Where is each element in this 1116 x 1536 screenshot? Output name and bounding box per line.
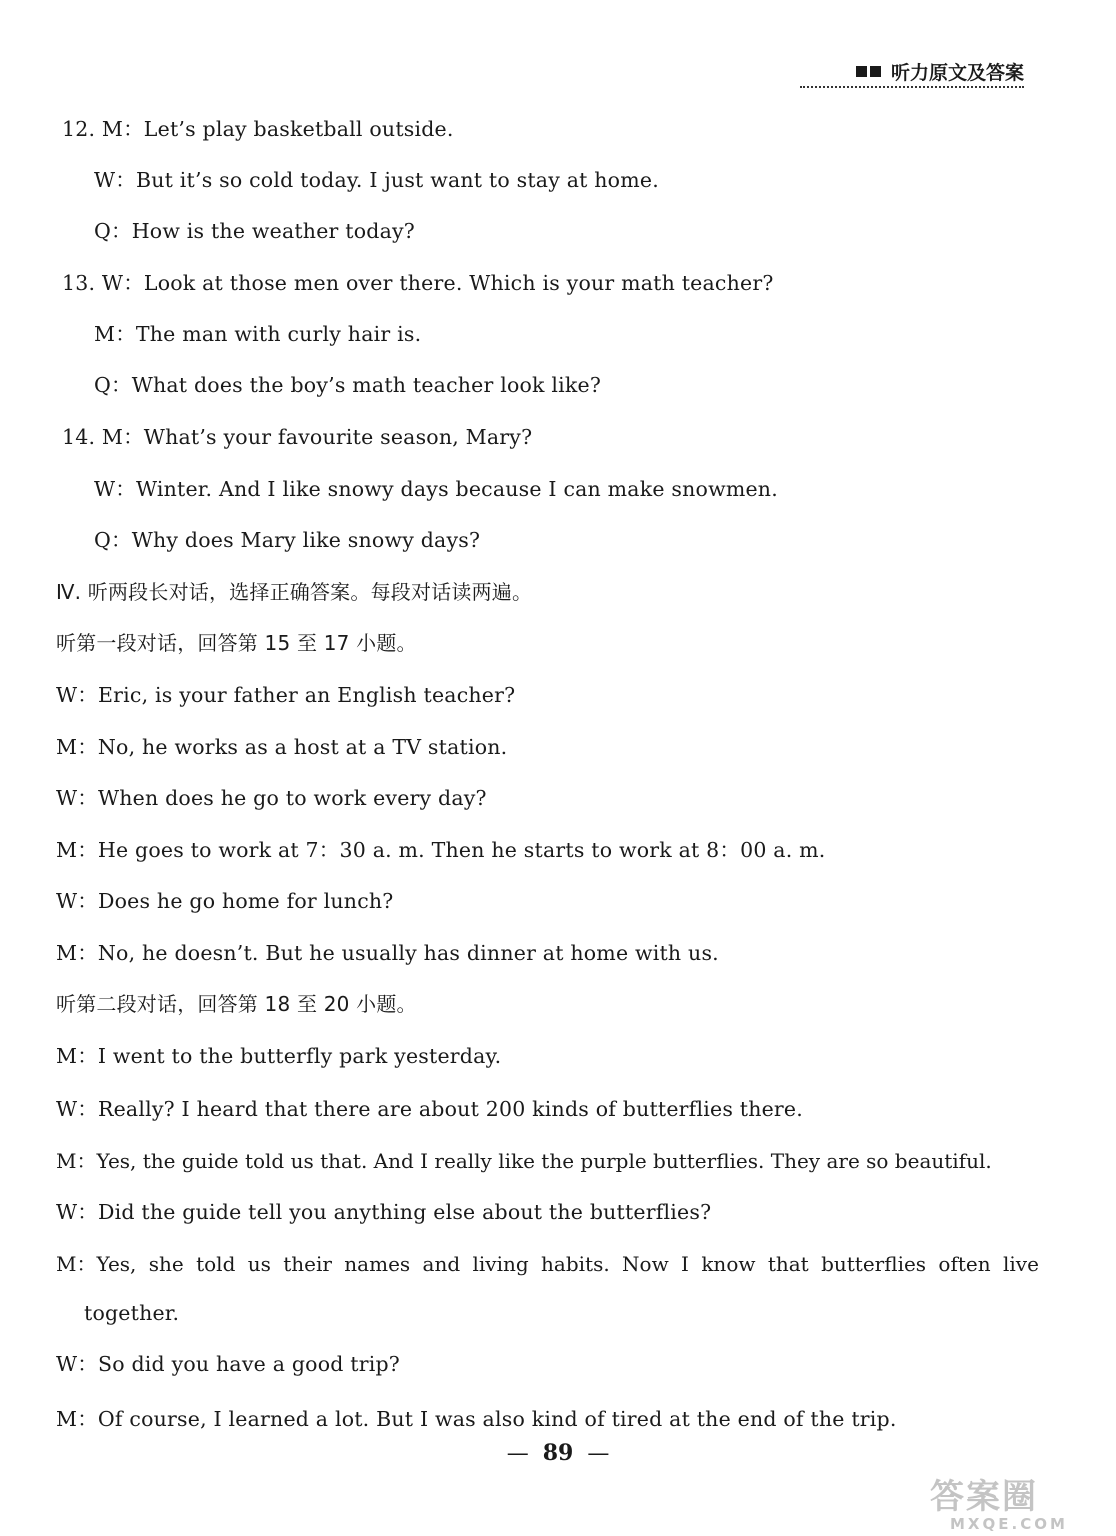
- text-line: Q：What does the boy’s math teacher look like?: [94, 373, 602, 397]
- text-line: M：The man with curly hair is.: [94, 322, 422, 346]
- dialogue-heading: 听第一段对话，回答第 15 至 17 小题。: [56, 631, 417, 655]
- running-header: [856, 58, 1024, 85]
- text-line: W：Does he go home for lunch?: [56, 889, 394, 913]
- text-line: M：Of course, I learned a lot. But I was also kind of tired at the end of the trip.: [56, 1407, 897, 1431]
- page-number-value: 89: [542, 1440, 574, 1466]
- header-squares-icon: [856, 66, 881, 77]
- header-title: 听力原文及答案: [890, 62, 1024, 84]
- watermark-logo: [930, 1478, 1110, 1534]
- text-line: W：Did the guide tell you anything else about the butterflies?: [56, 1200, 712, 1224]
- text-line: W：So did you have a good trip?: [56, 1352, 400, 1376]
- text-line: W：When does he go to work every day?: [56, 786, 487, 810]
- text-line: M：I went to the butterfly park yesterday.: [56, 1044, 502, 1068]
- text-line: 12. M：Let’s play basketball outside.: [62, 117, 454, 141]
- text-line: 14. M：What’s your favourite season, Mary?: [62, 425, 533, 449]
- text-line: W：Really? I heard that there are about 200 kinds of butterflies there.: [56, 1097, 803, 1121]
- page-number: — 89 —: [506, 1440, 610, 1466]
- section-heading: Ⅳ. 听两段长对话，选择正确答案。每段对话读两遍。: [56, 580, 533, 604]
- dialogue-heading: 听第二段对话，回答第 18 至 20 小题。: [56, 992, 417, 1016]
- text-line: Q：How is the weather today?: [94, 219, 415, 243]
- text-line: M：Yes, she told us their names and living habits. Now I know that butterflies often live: [56, 1252, 1039, 1276]
- text-line: M：He goes to work at 7：30 a. m. Then he starts to work at 8：00 a. m.: [56, 838, 826, 862]
- text-line: M：No, he works as a host at a TV station.: [56, 735, 508, 759]
- header-dotted-rule: [800, 86, 1024, 88]
- text-line: M：Yes, the guide told us that. And I really like the purple butterflies. They are so beautiful.: [56, 1149, 992, 1173]
- text-line: 13. W：Look at those men over there. Which is your math teacher?: [62, 271, 774, 295]
- text-line: W：But it’s so cold today. I just want to stay at home.: [94, 168, 659, 192]
- watermark-en: MXQE.COM: [950, 1515, 1068, 1533]
- text-line: W：Winter. And I like snowy days because I can make snowmen.: [94, 477, 778, 501]
- text-line: Q：Why does Mary like snowy days?: [94, 528, 481, 552]
- text-line: together.: [84, 1301, 180, 1325]
- text-line: W：Eric, is your father an English teacher?: [56, 683, 516, 707]
- text-line: M：No, he doesn’t. But he usually has dinner at home with us.: [56, 941, 719, 965]
- watermark-cn: 答案圈: [930, 1477, 1038, 1517]
